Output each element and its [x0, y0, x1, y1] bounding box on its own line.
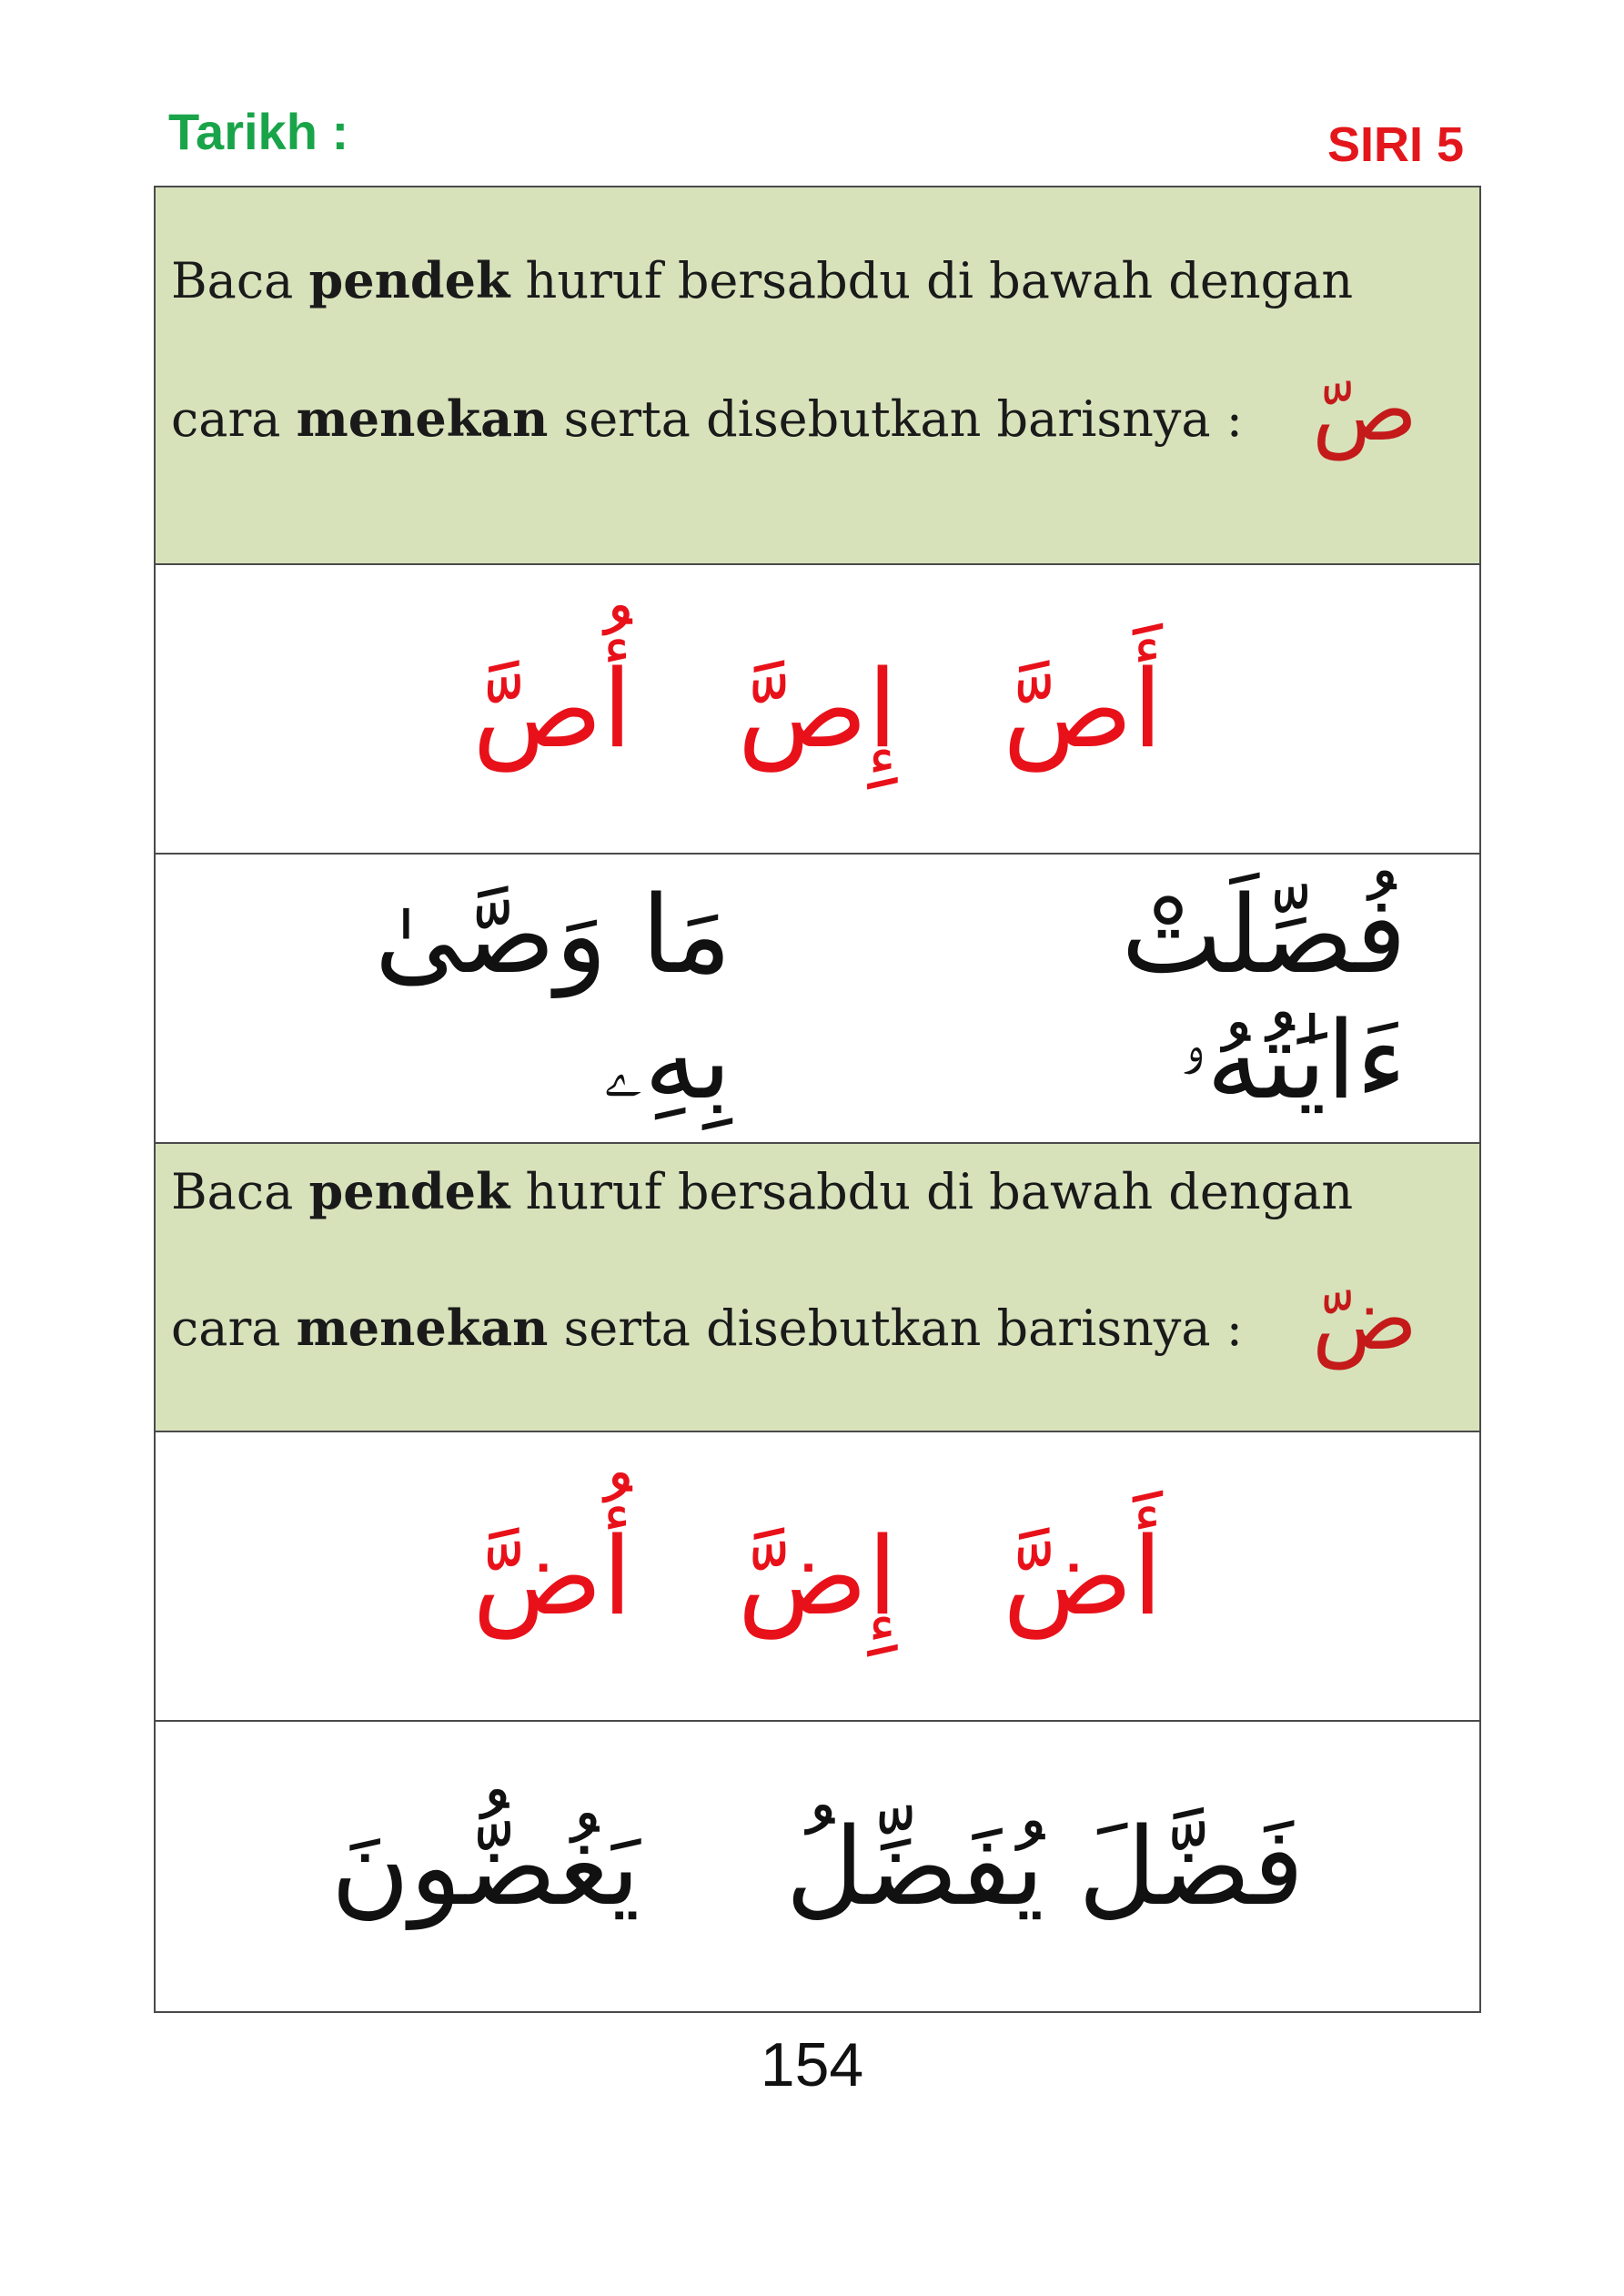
arabic-word: أُصَّ	[472, 646, 632, 772]
practice-row-red-1	[156, 565, 1479, 855]
page-number: 154	[760, 2030, 864, 2099]
practice-row-black-1	[156, 855, 1479, 1144]
target-letter: ضّ	[1311, 1268, 1417, 1370]
emphasis-pendek: pendek	[308, 251, 510, 309]
practice-row-red-2	[156, 1432, 1479, 1722]
instruction-box-1	[156, 187, 1479, 565]
target-letter: صّ	[1311, 359, 1417, 460]
instruction-line-2: cara menekan serta disebutkan barisnya :	[171, 1299, 1243, 1357]
instruction-line-1: Baca pendek huruf bersabdu di bawah dengan	[171, 251, 1354, 309]
exercise-table	[154, 186, 1481, 2013]
arabic-phrase: فَضَّلَ يُفَضِّلُ	[785, 1804, 1305, 1929]
arabic-word: أُضَّ	[472, 1513, 632, 1639]
arabic-word: إِضَّ	[737, 1513, 898, 1639]
arabic-phrase: يَغُضُّونَ	[330, 1804, 641, 1929]
arabic-word: إِصَّ	[737, 646, 898, 772]
arabic-phrase: مَا وَصَّىٰ بِهِۦ	[374, 872, 731, 1123]
practice-row-black-2	[156, 1722, 1479, 2011]
emphasis-pendek: pendek	[308, 1162, 510, 1220]
arabic-word: أَصَّ	[1003, 646, 1163, 772]
arabic-word: أَضَّ	[1003, 1513, 1163, 1639]
date-label: Tarikh :	[168, 103, 349, 160]
instruction-box-2	[156, 1144, 1479, 1432]
series-label: SIRI 5	[1326, 117, 1464, 172]
emphasis-menekan: menekan	[296, 1299, 549, 1357]
arabic-phrase: فُصِّلَتْ ءَايَٰتُهُۥ	[1121, 872, 1407, 1123]
emphasis-menekan: menekan	[296, 389, 549, 448]
instruction-line-2: cara menekan serta disebutkan barisnya :	[171, 389, 1243, 448]
instruction-line-1: Baca pendek huruf bersabdu di bawah dengan	[171, 1162, 1354, 1220]
